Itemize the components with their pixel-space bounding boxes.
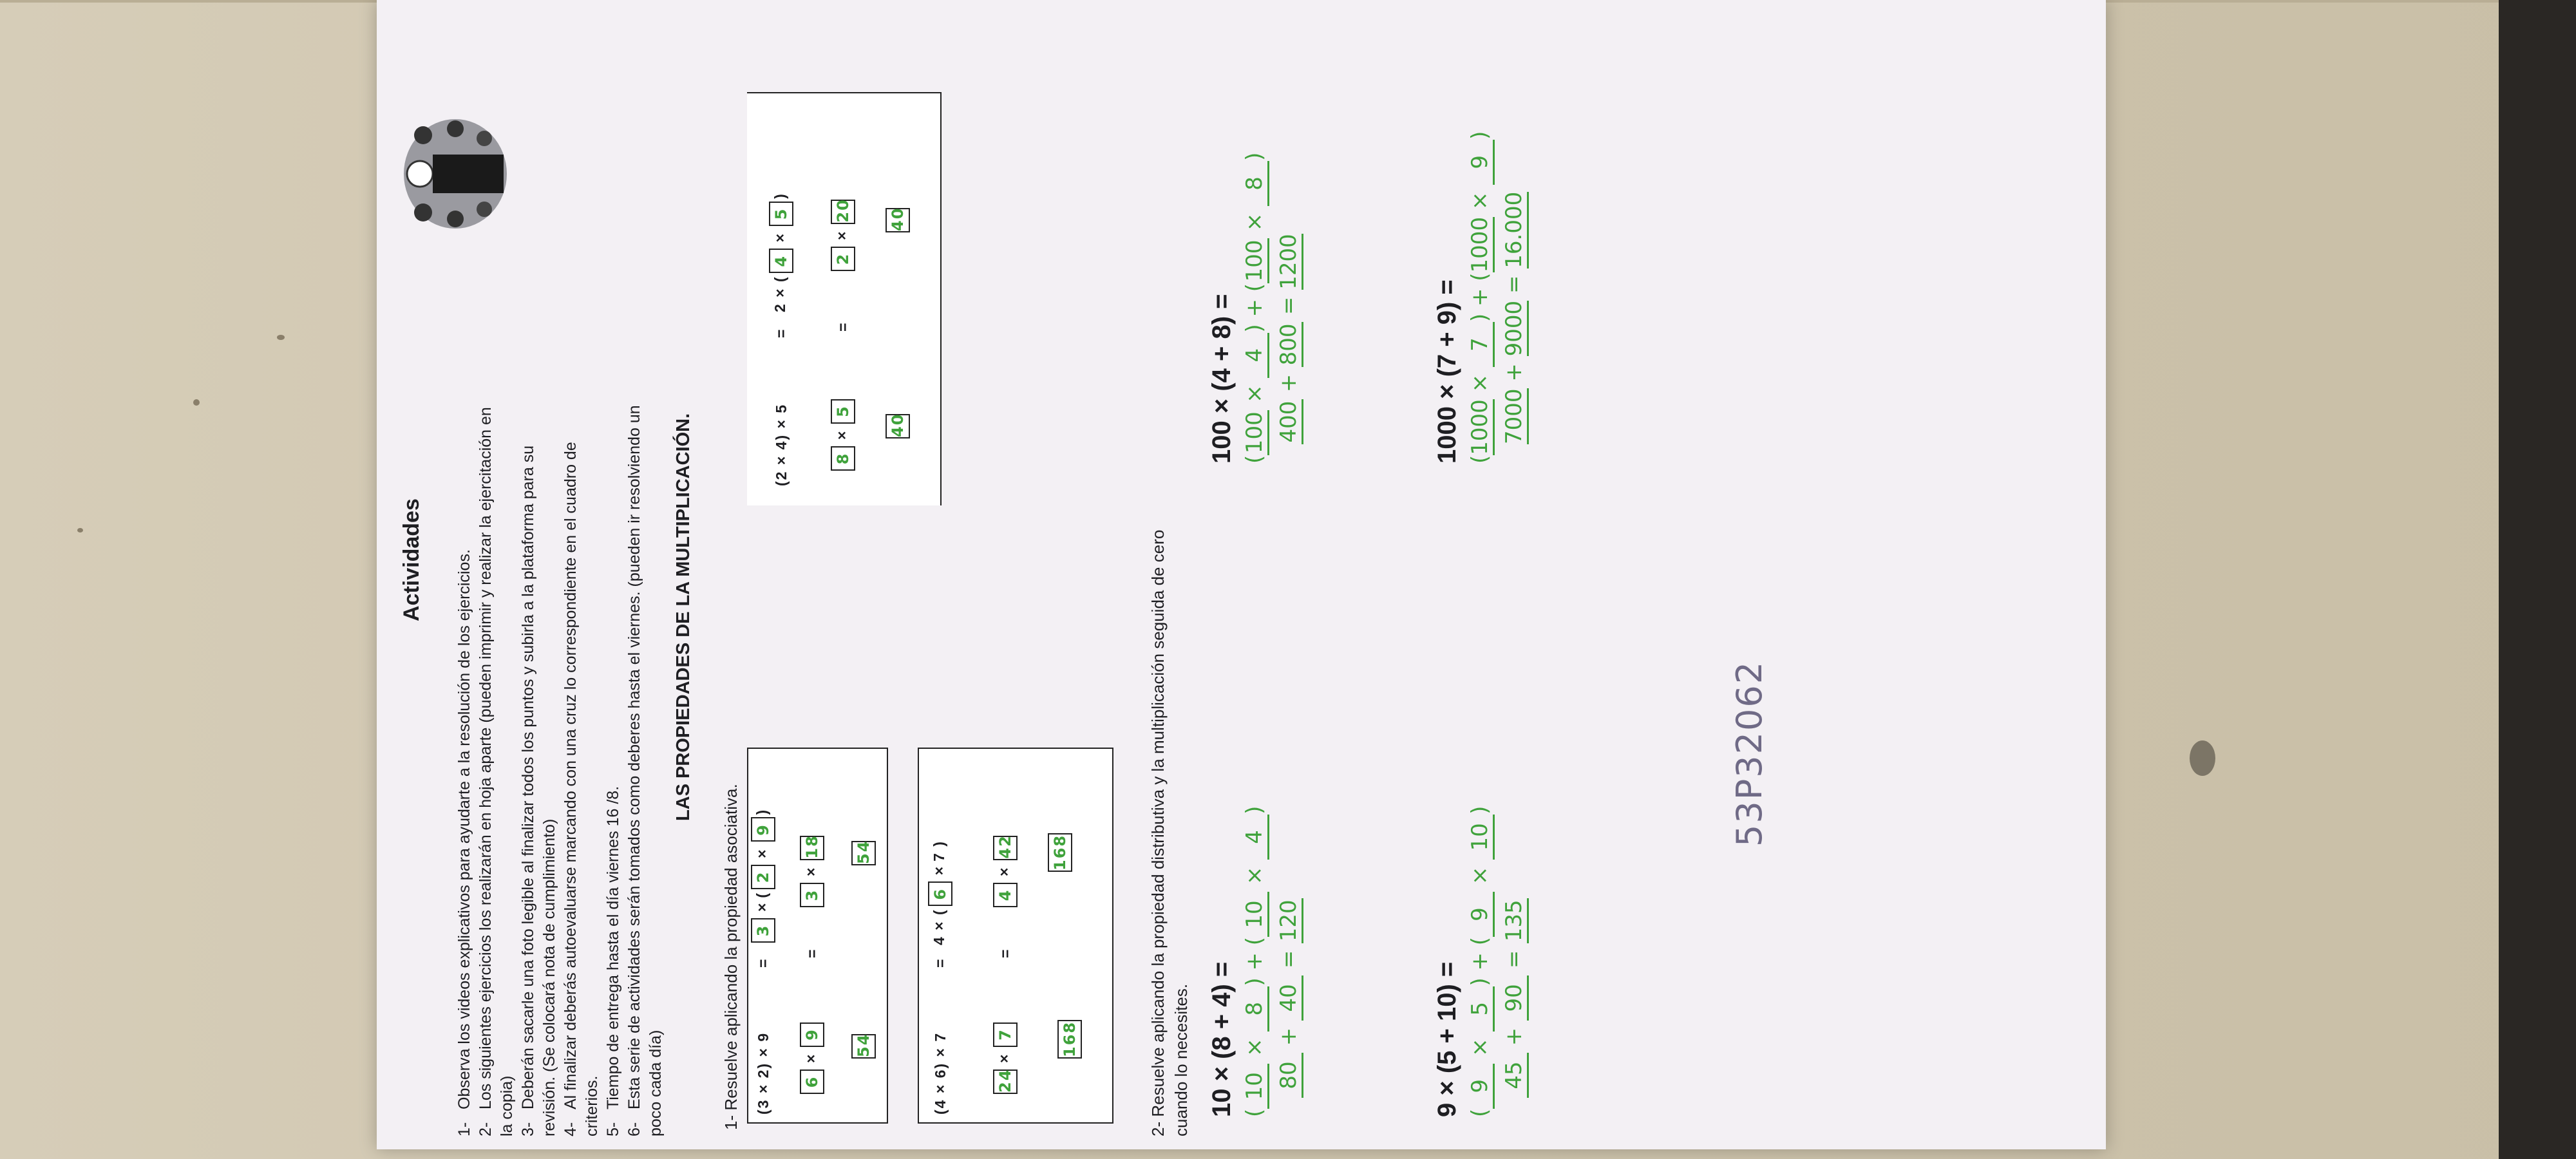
exercise-steps: (100 × 4) + (100 × 8) <box>1242 153 1269 464</box>
associative-box-c <box>747 92 942 505</box>
exercise-result: 7000 + 9000 = 16.000 <box>1501 131 1529 464</box>
exercise-steps: (9 × 5) + (9 × 10) <box>1467 806 1495 1117</box>
distributive-exercise <box>1433 131 1529 464</box>
instruction-item: 1-Observa los videos explicativos para ayudarte a la resolución de los ejercicios. <box>455 549 473 1136</box>
distributive-exercise <box>1208 153 1303 464</box>
desk-speck <box>277 335 285 340</box>
step-equals: = <box>835 321 851 332</box>
expr-equals: = <box>932 957 949 968</box>
expr-right: 4 × (6×7 ) <box>928 840 952 945</box>
instruction-item: 6-Esta serie de actividades serán tomados como deberes hasta el viernes. (pueden ir resolviendo un poco cada día) <box>625 405 665 1136</box>
page-title: Actividades <box>399 498 424 621</box>
desk-speck <box>2190 740 2215 776</box>
handwritten-code: 53P32062 <box>1729 660 1770 847</box>
result-left: 40 <box>886 411 910 441</box>
step-left: 8×5 <box>831 397 855 473</box>
question-2: 2- Resuelve aplicando la propiedad distributiva y la multiplicación seguida de cero cuando lo necesites. <box>1148 529 1191 1136</box>
exercise-steps: (1000 × 7) + (1000 × 9) <box>1467 131 1495 464</box>
step-right: 4×42 <box>993 833 1018 910</box>
instructions-list <box>454 396 667 1136</box>
expr-equals: = <box>773 328 790 338</box>
instruction-item: 4-Al finalizar deberás autoevaluarse marcando con una cruz lo correspondiente en el cuadro de criterios. <box>562 442 601 1136</box>
distributive-exercise <box>1433 806 1529 1117</box>
associative-box-b <box>918 748 1113 1124</box>
worksheet-content <box>377 0 2106 1149</box>
distributive-exercise <box>1208 806 1303 1117</box>
answer-box: 9 <box>751 817 775 842</box>
exercise-result: 45 + 90 = 135 <box>1501 806 1529 1117</box>
instruction-item: 5-Tiempo de entrega hasta el día viernes 16 /8. <box>604 786 622 1136</box>
step-left: 24×7 <box>993 1020 1018 1097</box>
school-logo <box>384 113 513 235</box>
exercise-result: 400 + 800 = 1200 <box>1276 153 1303 464</box>
expr-left: (3 × 2) × 9 <box>755 1032 772 1115</box>
instruction-item: 2-Los siguientes ejercicios los realizarán en hoja aparte (pueden imprimir y realizar la ejercitación en la copia) <box>477 407 516 1136</box>
exercise-expression: 1000 × (7 + 9) = <box>1433 279 1461 464</box>
dark-edge <box>2499 0 2576 1159</box>
step-equals: = <box>804 948 820 958</box>
result-right: 40 <box>886 205 910 235</box>
section-title: LAS PROPIEDADES DE LA MULTIPLICACIÓN. <box>673 413 694 821</box>
expr-left: (4 × 6) × 7 <box>932 1032 949 1115</box>
worksheet-paper <box>377 0 2106 1149</box>
step-equals: = <box>997 948 1014 958</box>
exercise-result: 80 + 40 = 120 <box>1276 806 1303 1117</box>
result-left: 54 <box>851 1032 876 1061</box>
exercise-expression: 9 × (5 + 10) = <box>1433 961 1461 1117</box>
exercise-steps: (10 × 8) + (10 × 4) <box>1242 806 1269 1117</box>
expr-right: 3×(2×9) <box>751 809 775 945</box>
associative-box-a <box>747 748 888 1124</box>
result-right: 168 <box>1048 831 1072 874</box>
result-left: 168 <box>1057 1017 1082 1061</box>
exercise-expression: 10 × (8 + 4) = <box>1208 961 1236 1117</box>
expr-equals: = <box>755 957 772 968</box>
answer-box: 3 <box>751 918 775 943</box>
instruction-item: 3-Deberán sacarle una foto legible al finalizar todos los puntos y subirla a la plataforma para su revisión. (Se colocará nota de cumplimiento) <box>519 445 558 1136</box>
expr-right: 2 × (4×5) <box>769 193 793 312</box>
exercise-expression: 100 × (4 + 8) = <box>1208 294 1236 464</box>
desk-speck <box>77 528 83 532</box>
answer-box: 2 <box>751 865 775 889</box>
step-left: 6×9 <box>800 1020 824 1097</box>
question-1: 1- Resuelve aplicando la propiedad asociativa. <box>721 784 741 1130</box>
result-right: 54 <box>851 838 876 868</box>
desk-speck <box>193 399 200 406</box>
step-right: 3×18 <box>800 833 824 910</box>
step-right: 2×20 <box>831 197 855 274</box>
expr-left: (2 × 4) × 5 <box>773 403 790 486</box>
